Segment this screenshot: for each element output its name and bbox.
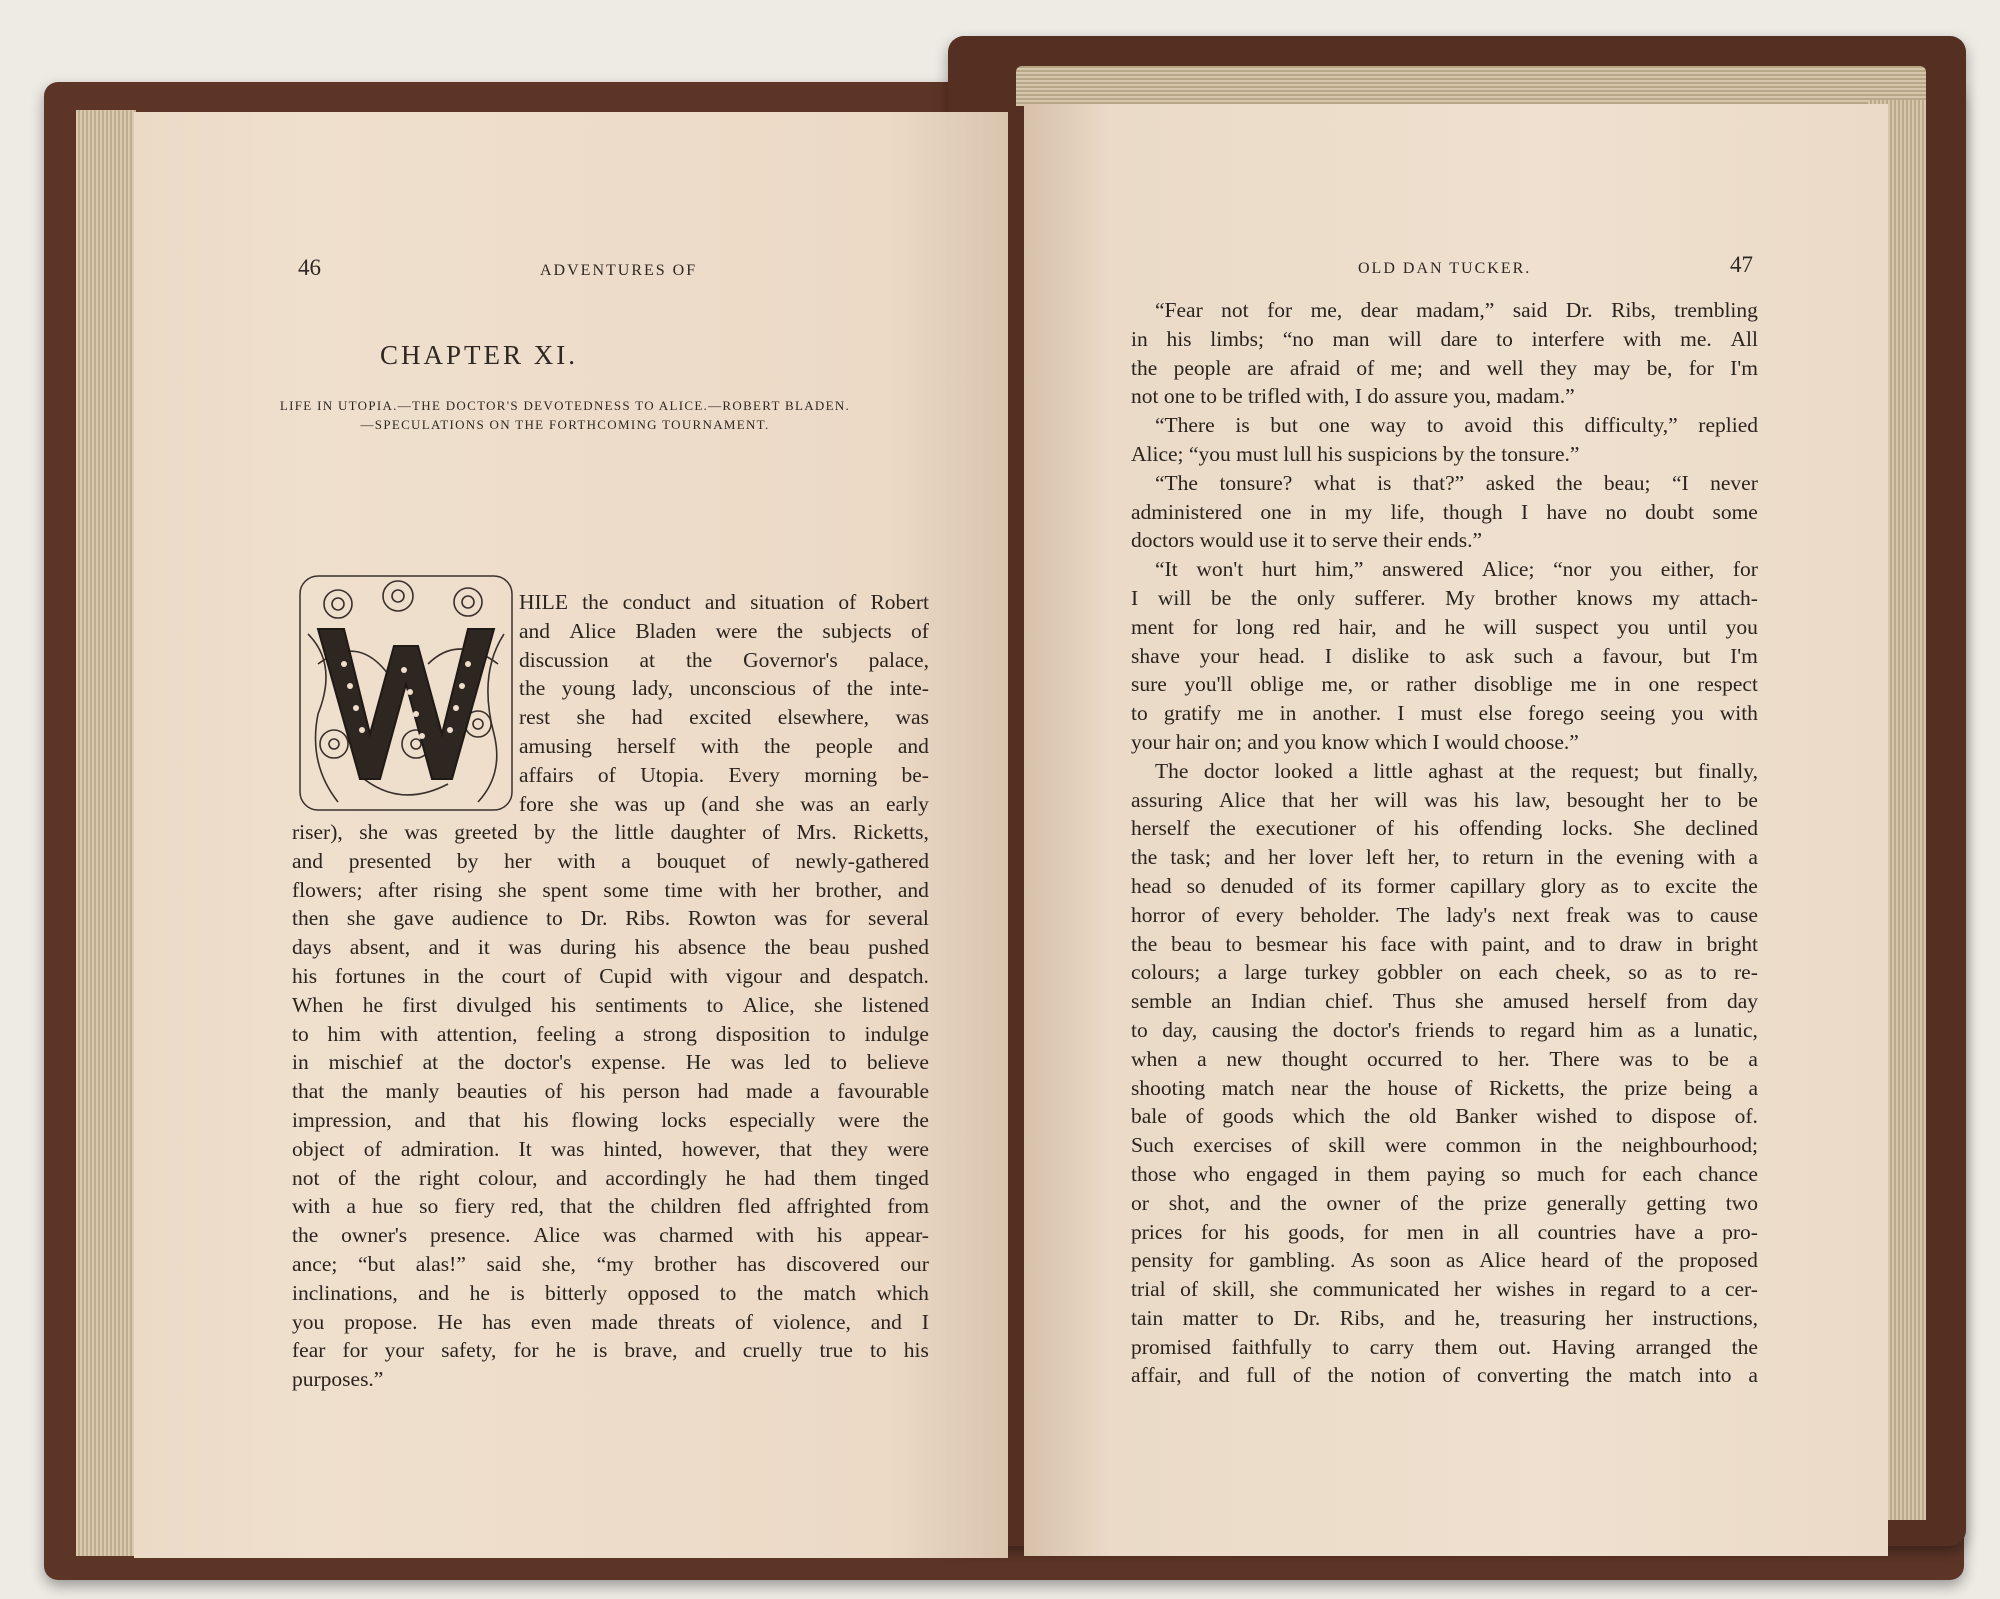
text-line: the beau to besmear his face with paint, and to draw in bright (1131, 931, 1758, 956)
text-line: ment for long red hair, and he will suspect you until you (1131, 614, 1758, 639)
text-line: bale of goods which the old Banker wished to dispose of. (1131, 1104, 1758, 1129)
decorated-initial-w (298, 574, 514, 812)
text-line: fear for your safety, for he is brave, and cruelly true to his (292, 1338, 929, 1363)
text-line: assuring Alice that her will was his law, besought her to be (1131, 787, 1758, 812)
text-line: When he first divulged his sentiments to Alice, she listened (292, 992, 929, 1017)
text-line: affair, and full of the notion of converting the match into a (1131, 1363, 1758, 1388)
text-line: horror of every beholder. The lady's next freak was to cause (1131, 902, 1758, 927)
text-line: in mischief at the doctor's expense. He was led to believe (292, 1050, 929, 1075)
text-line: sure you'll oblige me, or rather disoblige me in one respect (1131, 672, 1758, 697)
page-edges-top (1016, 66, 1926, 106)
text-line: colours; a large turkey gobbler on each cheek, so as to re- (1131, 960, 1758, 985)
text-line: amusing herself with the people and (519, 733, 929, 758)
right-running-head: OLD DAN TUCKER. (1358, 260, 1532, 277)
text-line: “Fear not for me, dear madam,” said Dr. Ribs, trembling (1155, 298, 1758, 322)
text-line: those who engaged in them paying so much for each chance (1131, 1161, 1758, 1186)
chapter-summary-line-1: LIFE IN UTOPIA.—THE DOCTOR'S DEVOTEDNESS TO ALICE.—ROBERT BLADEN. (279, 398, 851, 413)
text-line: “There is but one way to avoid this difficulty,” replied (1155, 413, 1758, 438)
text-line: The doctor looked a little aghast at the request; but finally, (1155, 758, 1758, 783)
text-line: and presented by her with a bouquet of newly-gathered (292, 848, 929, 873)
text-line: semble an Indian chief. Thus she amused herself from day (1131, 989, 1758, 1014)
text-line: impression, and that his flowing locks especially were the (292, 1107, 929, 1132)
text-line: discussion at the Governor's palace, (519, 647, 929, 672)
text-line: then she gave audience to Dr. Ribs. Rowton was for several (292, 906, 929, 931)
text-line: days absent, and it was during his absence the beau pushed (292, 935, 929, 960)
text-line: with a hue so fiery red, that the children fled affrighted from (292, 1194, 929, 1219)
text-line: promised faithfully to carry them out. Having arranged the (1131, 1334, 1758, 1359)
text-line: not one to be trifled with, I do assure you, madam.” (1131, 384, 1575, 409)
left-body-text (292, 818, 929, 1394)
text-line: I will be the only sufferer. My brother knows my attach- (1131, 585, 1758, 610)
text-line: inclinations, and he is bitterly opposed to the match which (292, 1280, 929, 1305)
text-line: purposes.” (292, 1367, 384, 1392)
text-line: object of admiration. It was hinted, however, that they were (292, 1136, 929, 1161)
text-line: head so denuded of its former capillary glory as to excite the (1131, 873, 1758, 898)
text-line: his fortunes in the court of Cupid with vigour and despatch. (292, 963, 929, 988)
text-line: prices for his goods, for men in all countries have a pro- (1131, 1219, 1758, 1244)
text-line: “It won't hurt him,” answered Alice; “nor you either, for (1155, 557, 1758, 582)
text-line: shave your head. I dislike to ask such a favour, but I'm (1131, 643, 1758, 668)
text-line: the owner's presence. Alice was charmed with his appear- (292, 1223, 929, 1248)
text-line: trial of skill, she communicated her wishes in regard to a cer- (1131, 1277, 1758, 1302)
text-line: to day, causing the doctor's friends to regard him as a lunatic, (1131, 1017, 1758, 1042)
text-line: the task; and her lover left her, to return in the evening with a (1131, 845, 1758, 870)
text-line: to gratify me in another. I must else forego seeing you with (1131, 701, 1758, 726)
text-line: affairs of Utopia. Every morning be- (519, 762, 929, 787)
text-line: herself the executioner of his offending locks. She declined (1131, 816, 1758, 841)
text-line: rest she had excited elsewhere, was (519, 705, 929, 730)
chapter-summary (160, 396, 970, 434)
text-line: your hair on; and you know which I would choose.” (1131, 729, 1579, 754)
text-line: “The tonsure? what is that?” asked the beau; “I never (1155, 470, 1758, 495)
text-line: HILE the conduct and situation of Robert (519, 590, 929, 614)
initial-w-glyph (318, 629, 494, 779)
text-line: to him with attention, feeling a strong disposition to indulge (292, 1021, 929, 1046)
text-line: flowers; after rising she spent some time with her brother, and (292, 877, 929, 902)
text-line: shooting match near the house of Ricketts, the prize being a (1131, 1075, 1758, 1100)
left-page-number: 46 (298, 255, 321, 280)
text-line: doctors would use it to serve their ends.” (1131, 528, 1483, 553)
text-line: the people are afraid of me; and well they may be, for I'm (1131, 355, 1758, 380)
text-line: not of the right colour, and accordingly he had them tinged (292, 1165, 929, 1190)
text-line: in his limbs; “no man will dare to interfere with me. All (1131, 326, 1758, 351)
chapter-summary-line-2: —SPECULATIONS ON THE FORTHCOMING TOURNAMENT. (360, 417, 770, 432)
left-running-head: ADVENTURES OF (540, 262, 698, 279)
text-line: ance; “but alas!” said she, “my brother has discovered our (292, 1251, 929, 1276)
text-line: Alice; “you must lull his suspicions by the tonsure.” (1131, 441, 1580, 466)
text-line: and Alice Bladen were the subjects of (519, 618, 929, 643)
text-line: or shot, and the owner of the prize generally getting two (1131, 1190, 1758, 1215)
right-body-text (1131, 296, 1758, 1390)
text-line: when a new thought occurred to her. There was to be a (1131, 1046, 1758, 1071)
text-line: Such exercises of skill were common in the neighbourhood; (1131, 1133, 1758, 1158)
text-line: tain matter to Dr. Ribs, and he, treasuring her instructions, (1131, 1305, 1758, 1330)
chapter-title: CHAPTER XI. (380, 340, 579, 370)
right-page-number: 47 (1730, 252, 1753, 277)
text-line: the young lady, unconscious of the inte- (519, 676, 929, 701)
text-line: riser), she was greeted by the little daughter of Mrs. Ricketts, (292, 820, 929, 844)
text-line: administered one in my life, though I have no doubt some (1131, 499, 1758, 524)
text-line: that the manly beauties of his person had made a favourable (292, 1079, 929, 1104)
text-line: you propose. He has even made threats of violence, and I (292, 1309, 929, 1334)
text-line: pensity for gambling. As soon as Alice heard of the proposed (1131, 1248, 1758, 1273)
drop-cap-paragraph (519, 588, 929, 818)
page-edges-left (76, 110, 136, 1556)
text-line: fore she was up (and she was an early (519, 791, 929, 816)
